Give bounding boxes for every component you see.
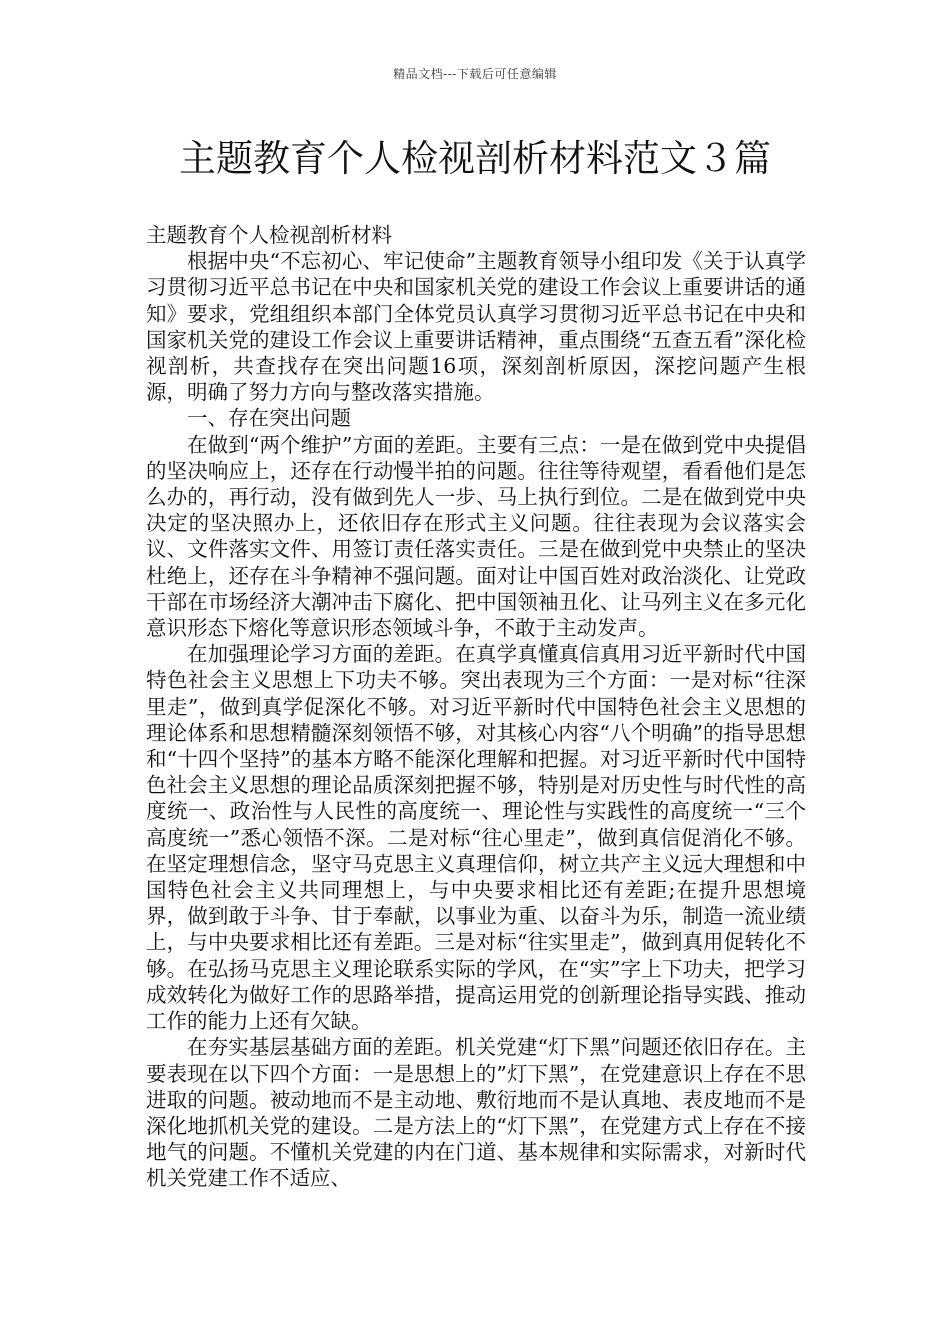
page-header-note: 精品文档---下载后可任意编辑 bbox=[393, 67, 557, 81]
paragraph-theory-study: 在加强理论学习方面的差距。在真学真懂真信真用习近平新时代中国特色社会主义思想上下功夫不够。突出表现为三个方面：一是对标“往深里走”，做到真学促深化不够。对习近平新时代中国特色社会主义思想的理论体系和思想精髓深刻领悟不够，对其核心内容“八个明确”的指导思想和“十四个坚持”的基本方略不能深化理解和把握。对习近平新时代中国特色社会主义思想的理论品质深刻把握不够，特别是对历史性与时代性的高度统一、政治性与人民性的高度统一、理论性与实践性的高度统一“三个高度统一”悉心领悟不深。二是对标“往心里走”，做到真信促消化不够。在坚定理想信念，坚守马克思主义真理信仰，树立共产主义远大理想和中国特色社会主义共同理想上，与中央要求相比还有差距;在提升思想境界，做到敢于斗争、甘于奉献，以事业为重、以奋斗为乐，制造一流业绩上，与中央要求相比还有差距。三是对标“往实里走”，做到真用促转化不够。在弘扬马克思主义理论联系实际的学风，在“实”字上下功夫，把学习成效转化为做好工作的思路举措，提高运用党的创新理论指导实践、推动工作的能力上还有欠缺。 bbox=[146, 642, 806, 1034]
document-subtitle: 主题教育个人检视剖析材料 bbox=[146, 223, 392, 247]
section-heading: 一、存在突出问题 bbox=[187, 406, 351, 431]
paragraph-intro: 根据中央“不忘初心、牢记使命”主题教育领导小组印发《关于认真学习贯彻习近平总书记在中央和国家机关党的建设工作会议上重要讲话的通知》要求，党组组织本部门全体党员认真学习贯彻习近平总书记在中央和国家机关党的建设工作会议上重要讲话精神，重点围绕“五查五看”深化检视剖析，共查找存在突出问题16项，深刻剖析原因，深挖问题产生根源，明确了努力方向与整改落实措施。 bbox=[146, 249, 806, 405]
paragraph-two-safeguards: 在做到“两个维护”方面的差距。主要有三点：一是在做到党中央提倡的坚决响应上，还存在行动慢半拍的问题。往往等待观望，看看他们是怎么办的，再行动，没有做到先人一步、马上执行到位。二是在做到党中央决定的坚决照办上，还依旧存在形式主义问题。往往表现为会议落实会议、文件落实文件、用签订责任落实责任。三是在做到党中央禁止的坚决杜绝上，还存在斗争精神不强问题。面对让中国百姓对政治淡化、让党政干部在市场经济大潮冲击下腐化、把中国领袖丑化、让马列主义在多元化意识形态下熔化等意识形态领域斗争，不敢于主动发声。 bbox=[146, 432, 806, 641]
paragraph-grassroots: 在夯实基层基础方面的差距。机关党建“灯下黑”问题还依旧存在。主要表现在以下四个方面：一是思想上的”灯下黑”，在党建意识上存在不思进取的问题。被动地而不是主动地、敷衍地而不是认真地、表皮地而不是深化地抓机关党的建设。二是方法上的“灯下黑”，在党建方式上存在不接地气的问题。不懂机关党建的内在门道、基本规律和实际需求，对新时代机关党建工作不适应、 bbox=[146, 1035, 806, 1191]
document-body bbox=[146, 222, 806, 1192]
document-title: 主题教育个人检视剖析材料范文３篇 bbox=[179, 137, 771, 180]
